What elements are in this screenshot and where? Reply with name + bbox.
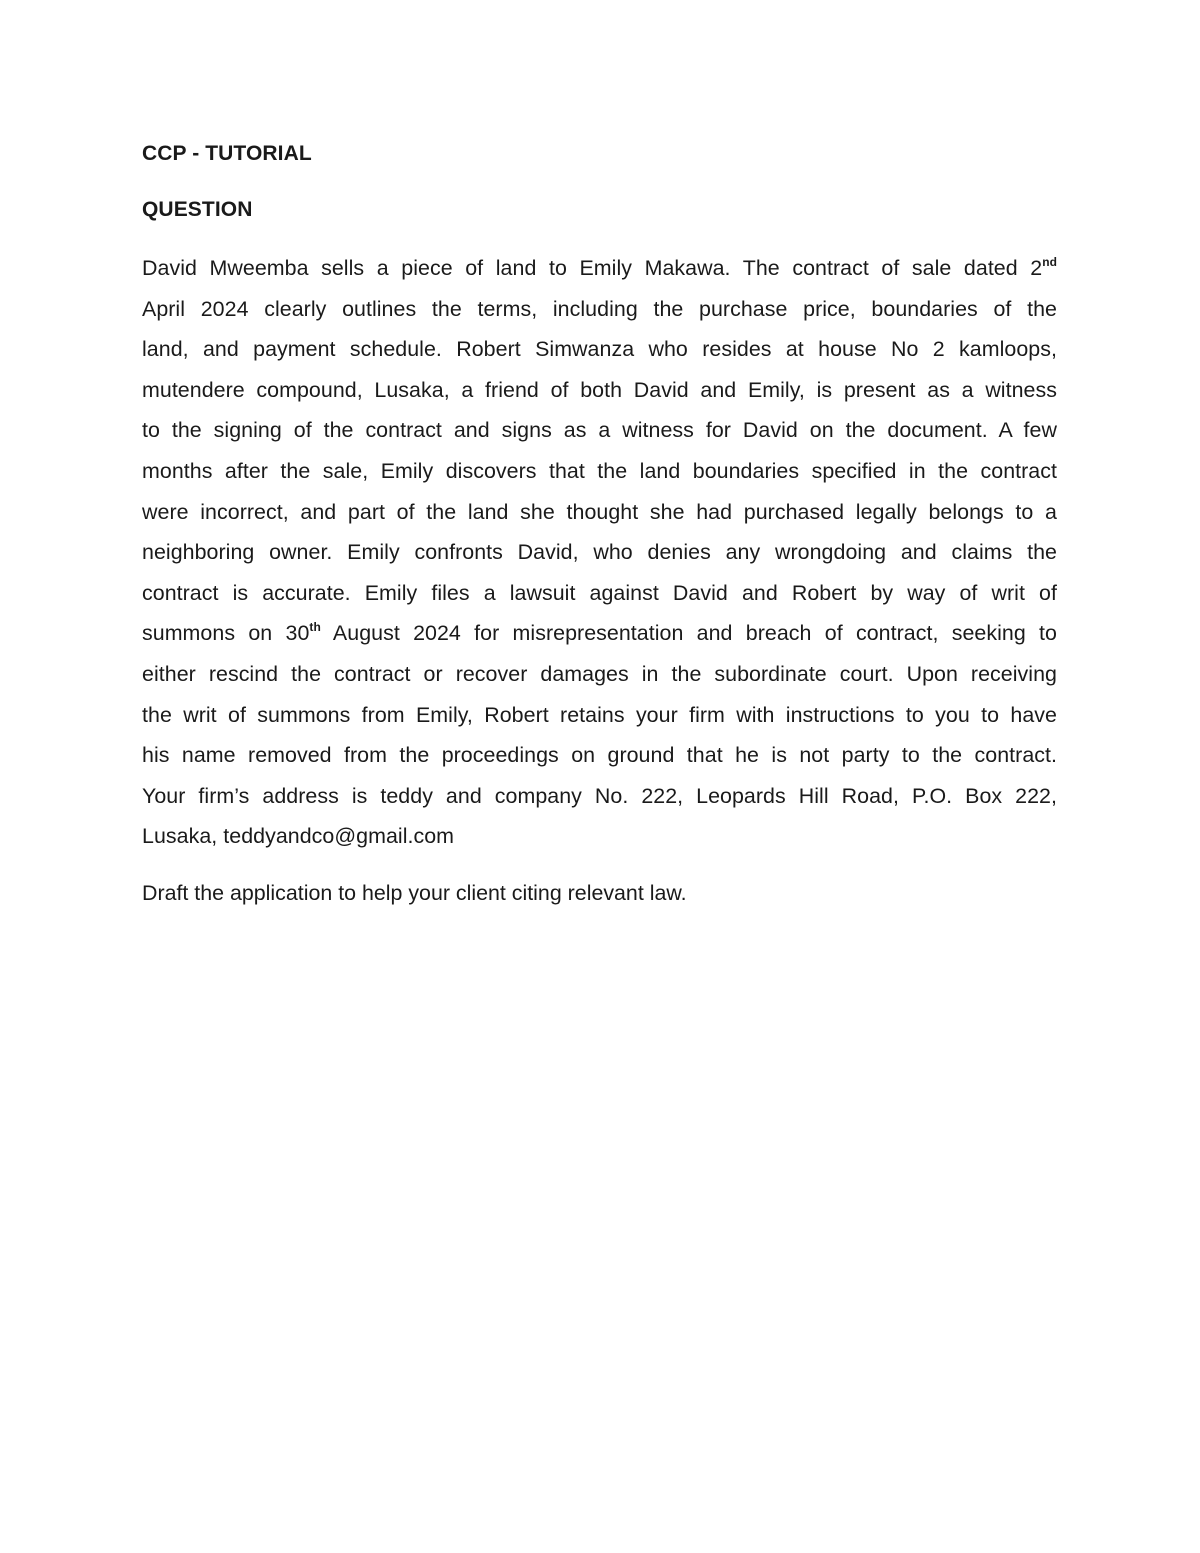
paragraph-line: Lusaka, teddyandco@gmail.com xyxy=(142,824,455,849)
paragraph-line: land, and payment schedule. Robert Simwanza who resides at house No 2 kamloops, xyxy=(142,337,1057,362)
instruction-text: Draft the application to help your client citing relevant law. xyxy=(142,880,687,905)
paragraph-line: April 2024 clearly outlines the terms, including the purchase price, boundaries of the xyxy=(142,296,1057,321)
paragraph-line: to the signing of the contract and signs as a witness for David on the document. A few xyxy=(142,418,1057,443)
paragraph-line: his name removed from the proceedings on ground that he is not party to the contract. xyxy=(142,743,1057,768)
ordinal-suffix: nd xyxy=(1042,255,1057,269)
document-content xyxy=(142,138,1057,913)
ordinal-suffix: th xyxy=(309,620,321,635)
paragraph-line: Your firm’s address is teddy and company No. 222, Leopards Hill Road, P.O. Box 222, xyxy=(142,783,1057,808)
paragraph-line: contract is accurate. Emily files a lawsuit against David and Robert by way of writ of xyxy=(142,580,1057,605)
paragraph-line: David Mweemba sells a piece of land to Emily Makawa. The contract of sale dated 2nd xyxy=(142,255,1057,280)
paragraph-line: summons on 30th August 2024 for misrepresentation and breach of contract, seeking to xyxy=(142,620,1057,646)
section-heading: QUESTION xyxy=(142,198,253,221)
paragraph-line: months after the sale, Emily discovers that the land boundaries specified in the contract xyxy=(142,458,1057,483)
paragraph-line: either rescind the contract or recover damages in the subordinate court. Upon receiving xyxy=(142,661,1057,686)
document-title: CCP - TUTORIAL xyxy=(142,142,312,165)
paragraph-line: the writ of summons from Emily, Robert retains your firm with instructions to you to have xyxy=(142,702,1057,727)
paragraph-line: were incorrect, and part of the land she thought she had purchased legally belongs to a xyxy=(142,499,1057,524)
paragraph-line: neighboring owner. Emily confronts David, who denies any wrongdoing and claims the xyxy=(142,540,1057,565)
question-paragraph xyxy=(142,248,1057,857)
paragraph-line: mutendere compound, Lusaka, a friend of both David and Emily, is present as a witness xyxy=(142,377,1057,402)
